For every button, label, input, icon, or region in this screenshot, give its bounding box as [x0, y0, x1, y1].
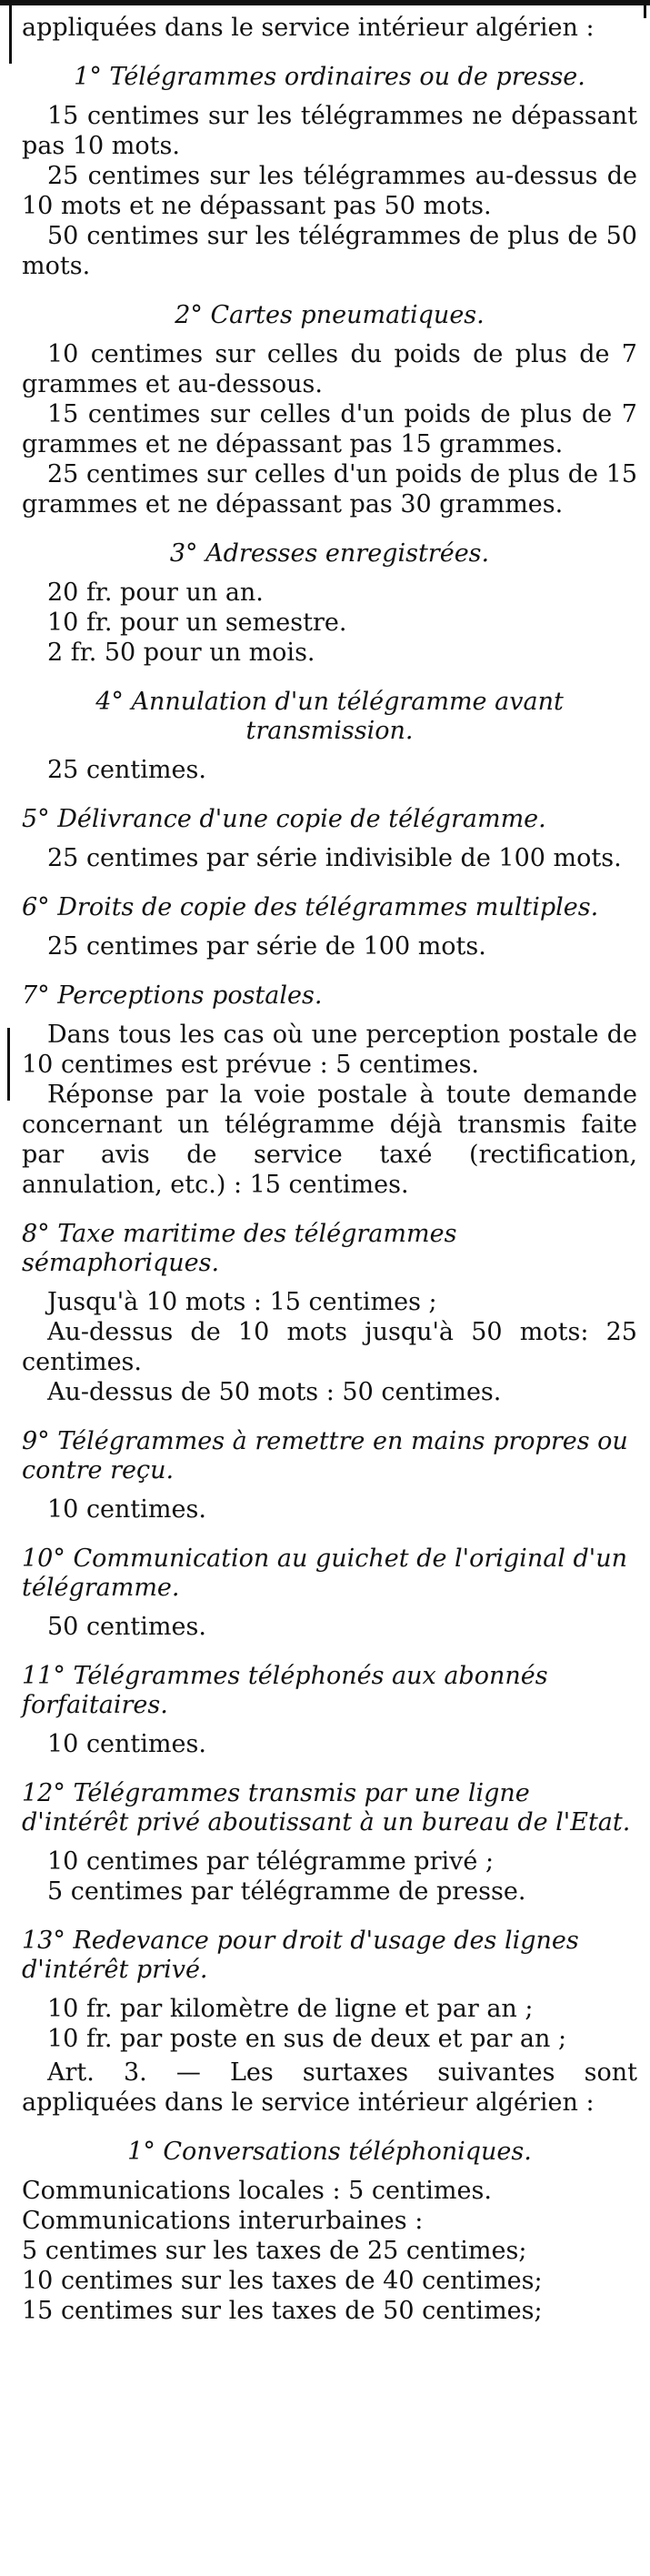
section-heading: 10° Communication au guichet de l'original d'un télégramme.: [22, 1545, 628, 1602]
section-heading: 6° Droits de copie des télégrammes multiples.: [22, 893, 599, 921]
tariff-paragraph: 25 centimes sur celles d'un poids de plus de 15 grammes et ne dépassant pas 30 grammes.: [22, 460, 637, 518]
tariff-sections: [22, 63, 637, 2054]
section-heading: 9° Télégrammes à remettre en mains propres ou contre reçu.: [22, 1427, 628, 1484]
tariff-paragraph: 25 centimes sur les télégrammes au-dessus de 10 mots et ne dépassant pas 50 mots.: [22, 162, 637, 220]
tariff-section: [22, 893, 637, 961]
tariff-paragraph: Au-dessus de 10 mots jusqu'à 50 mots: 25 centimes.: [22, 1318, 637, 1376]
tariff-section: [22, 539, 637, 668]
tariff-line: 15 centimes sur les taxes de 50 centimes;: [22, 2297, 543, 2325]
right-rule: [644, 0, 646, 18]
tariff-paragraph: Jusqu'à 10 mots : 15 centimes ;: [47, 1288, 437, 1316]
tariff-section: [22, 1662, 637, 1759]
tariff-line: 50 centimes.: [47, 1613, 206, 1641]
tariff-paragraph: Réponse par la voie postale à toute demande concernant un télégramme déjà transmis faite par avis de service taxé (rectification, annulation, etc.) : 15 centimes.: [22, 1081, 637, 1199]
section-heading: 13° Redevance pour droit d'usage des lignes d'intérêt privé.: [22, 1927, 579, 1984]
left-rule: [9, 0, 12, 64]
tariff-line: Communications interurbaines :: [22, 2207, 424, 2235]
article-3-section: [22, 2138, 637, 2326]
intro-text: appliquées dans le service intérieur algérien :: [22, 14, 595, 42]
section-heading: 4° Annulation d'un télégramme avant transmission.: [95, 688, 564, 745]
tariff-line: 10 centimes sur les taxes de 40 centimes;: [22, 2267, 543, 2295]
tariff-section: [22, 63, 637, 281]
tariff-section: [22, 1545, 637, 1642]
tariff-paragraph: 15 centimes sur les télégrammes ne dépassant pas 10 mots.: [22, 102, 637, 160]
tariff-section: [22, 301, 637, 519]
tariff-line: 2 fr. 50 pour un mois.: [47, 639, 315, 667]
tariff-line: 10 centimes.: [47, 1730, 206, 1758]
tariff-paragraph: Dans tous les cas où une perception postale de 10 centimes est prévue : 5 centimes.: [22, 1021, 637, 1079]
tariff-section: [22, 688, 637, 785]
tariff-section: [22, 1220, 637, 1407]
top-rule: [0, 0, 650, 5]
tariff-section: [22, 1927, 637, 2054]
section-heading: 7° Perceptions postales.: [22, 981, 323, 1010]
article-3-text: Art. 3. — Les surtaxes suivantes sont appliquées dans le service intérieur algérien :: [22, 2058, 637, 2117]
tariff-line: Communications locales : 5 centimes.: [22, 2177, 492, 2205]
section-heading: 2° Cartes pneumatiques.: [175, 301, 485, 329]
tariff-paragraph: 15 centimes sur celles d'un poids de plus de 7 grammes et ne dépassant pas 15 grammes.: [22, 400, 637, 458]
tariff-line: 10 fr. pour un semestre.: [47, 609, 347, 637]
tariff-line: 25 centimes.: [47, 756, 206, 784]
tariff-line: 20 fr. pour un an.: [47, 579, 264, 607]
tariff-section: [22, 1427, 637, 1524]
tariff-line: 25 centimes par série de 100 mots.: [47, 932, 486, 961]
section-heading: 5° Délivrance d'une copie de télégramme.: [22, 805, 546, 833]
section-heading: 3° Adresses enregistrées.: [169, 539, 490, 568]
tariff-line: 5 centimes sur les taxes de 25 centimes;: [22, 2237, 527, 2265]
tariff-line: 10 centimes par télégramme privé ;: [47, 1847, 495, 1876]
tariff-section: [22, 1779, 637, 1907]
tariff-section: [22, 981, 637, 1200]
section-heading: 8° Taxe maritime des télégrammes sémaphoriques.: [22, 1220, 457, 1277]
tariff-line: 10 fr. par kilomètre de ligne et par an ;: [47, 1995, 534, 2023]
tariff-paragraph: Au-dessus de 50 mots : 50 centimes.: [47, 1378, 502, 1406]
section-heading: 1° Télégrammes ordinaires ou de presse.: [74, 63, 585, 91]
tariff-line: 10 fr. par poste en sus de deux et par an ;: [47, 2025, 567, 2053]
tariff-section: [22, 805, 637, 873]
tariff-paragraph: 25 centimes par série indivisible de 100 mots.: [47, 844, 622, 872]
column-rule: [7, 1028, 10, 1101]
section-heading: 11° Télégrammes téléphonés aux abonnés forfaitaires.: [22, 1662, 548, 1719]
tariff-line: 10 centimes.: [47, 1495, 206, 1524]
tariff-paragraph: 10 centimes sur celles du poids de plus de 7 grammes et au-dessous.: [22, 340, 637, 398]
tariff-paragraph: 50 centimes sur les télégrammes de plus de 50 mots.: [22, 222, 637, 280]
section-heading: 12° Télégrammes transmis par une ligne d'intérêt privé aboutissant à un bureau de l'Etat.: [22, 1779, 631, 1836]
section-heading: 1° Conversations téléphoniques.: [127, 2138, 532, 2166]
tariff-line: 5 centimes par télégramme de presse.: [47, 1877, 526, 1906]
